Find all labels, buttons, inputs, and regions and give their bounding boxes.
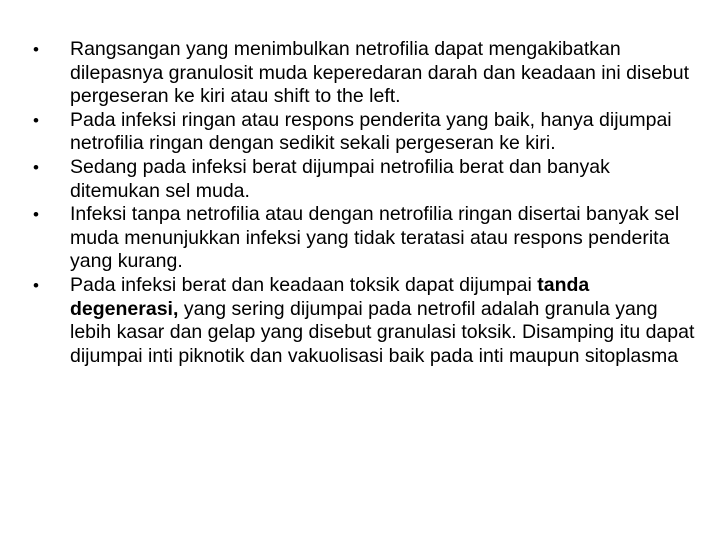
bullet-list xyxy=(30,38,700,368)
bullet-bold-text: tanda degenerasi, xyxy=(70,273,590,320)
bullet-text-before: Pada infeksi berat dan keadaan toksik dapat dijumpai xyxy=(70,273,532,296)
bullet-item xyxy=(30,109,700,156)
bullet-text: Rangsangan yang menimbulkan netrofilia dapat mengakibatkan dilepasnya granulosit muda keperedaran darah dan keadaan ini disebut pergeseran ke kiri atau shift to the left. xyxy=(70,38,690,108)
bullet-dot-icon: • xyxy=(33,40,39,59)
bullet-text: Sedang pada infeksi berat dijumpai netrofilia berat dan banyak ditemukan sel muda. xyxy=(70,155,610,202)
bullet-dot-icon: • xyxy=(33,275,39,295)
bullet-dot-icon: • xyxy=(33,205,39,225)
bullet-dot-icon: • xyxy=(33,110,39,130)
bullet-text: Infeksi tanpa netrofilia atau dengan netrofilia ringan disertai banyak sel muda menunjukkan infeksi yang tidak teratasi atau respons penderita yang kurang. xyxy=(70,203,680,273)
bullet-item xyxy=(30,156,700,203)
bullet-text: Pada infeksi ringan atau respons penderita yang baik, hanya dijumpai netrofilia ringan dengan sedikit sekali pergeseran ke kiri. xyxy=(70,108,672,155)
bullet-item xyxy=(30,274,700,368)
bullet-item xyxy=(30,38,700,109)
bullet-dot-icon: • xyxy=(33,157,39,177)
bullet-text-after: yang sering dijumpai pada netrofil adalah granula yang lebih kasar dan gelap yang disebut granulasi toksik. Disamping itu dapat dijumpai inti piknotik dan vakuolisasi baik pada inti maupun sitoplasma xyxy=(70,297,695,367)
bullet-item xyxy=(30,203,700,274)
